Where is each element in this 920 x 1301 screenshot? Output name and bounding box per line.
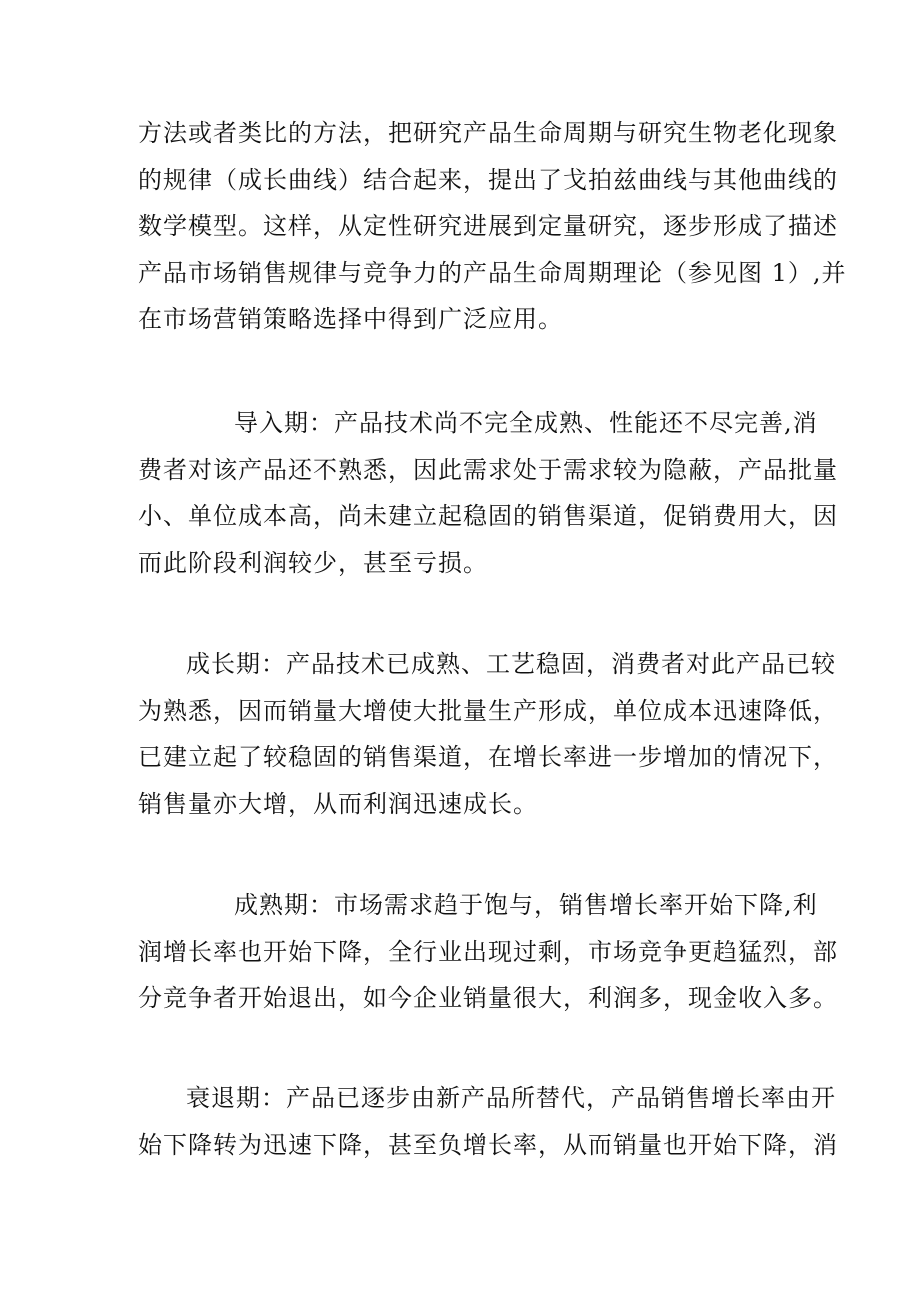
text-line: 成长期：产品技术已成熟、工艺稳固，消费者对此产品已较	[186, 650, 836, 678]
text-line: 销售量亦大增，从而利润迅速成长。	[138, 789, 538, 818]
text-line: 产品市场销售规律与竞争力的产品生命周期理论（参见图 1）,并	[138, 258, 847, 287]
text-line: 已建立起了较稳固的销售渠道，在增长率进一步增加的情况下，	[138, 743, 838, 771]
text-line: 费者对该产品还不熟悉，因此需求处于需求较为隐蔽，产品批量	[138, 455, 838, 484]
paragraph-intro	[138, 110, 847, 343]
paragraph-introduction-stage	[138, 400, 838, 586]
paragraph-growth-stage	[138, 641, 838, 827]
text-line: 小、单位成本高，尚未建立起稳固的销售渠道，促销费用大，因	[138, 502, 838, 530]
text-line: 润增长率也开始下降，全行业出现过剩，市场竞争更趋猛烈，部	[138, 937, 838, 966]
text-line: 数学模型。这样，从定性研究进展到定量研究，逐步形成了描述	[138, 212, 838, 240]
text-line: 始下降转为迅速下降，甚至负增长率，从而销量也开始下降，消	[138, 1130, 838, 1159]
text-line: 衰退期：产品已逐步由新产品所替代，产品销售增长率由开	[186, 1084, 836, 1112]
text-line: 而此阶段利润较少，甚至亏损。	[138, 548, 488, 577]
text-line: 在市场营销策略选择中得到广泛应用。	[138, 305, 563, 333]
text-line: 导入期：产品技术尚不完全成熟、性能还不尽完善,消	[234, 409, 818, 437]
text-line: 为熟悉，因而销量大增使大批量生产形成，单位成本迅速降低，	[138, 696, 838, 725]
text-line: 成熟期：市场需求趋于饱与，销售增长率开始下降,利	[234, 891, 818, 919]
text-line: 方法或者类比的方法，把研究产品生命周期与研究生物老化现象	[138, 119, 838, 147]
paragraph-maturity-stage	[138, 882, 838, 1022]
text-line: 的规律（成长曲线）结合起来，提出了戈拍兹曲线与其他曲线的	[138, 165, 838, 194]
paragraph-decline-stage	[138, 1075, 838, 1168]
text-line: 分竞争者开始退出，如今企业销量很大，利润多，现金收入多。	[138, 984, 838, 1012]
